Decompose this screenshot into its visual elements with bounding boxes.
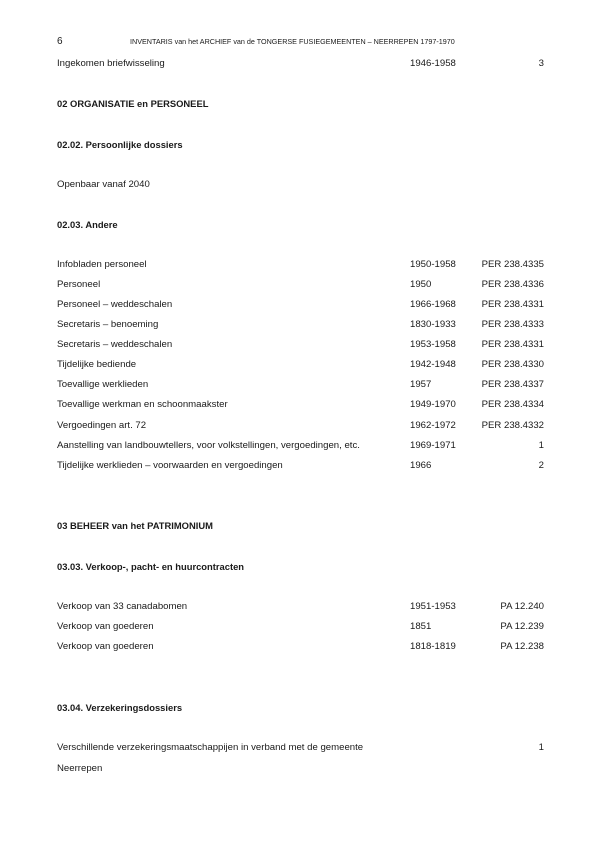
entry-reference: 1 xyxy=(538,440,544,451)
entry-period: 1851 xyxy=(410,621,432,632)
inventory-row xyxy=(57,338,544,352)
inventory-row xyxy=(57,741,544,755)
entry-description: Verkoop van goederen xyxy=(57,641,154,652)
entry-period: 1950 xyxy=(410,279,432,290)
entry-reference: PER 238.4333 xyxy=(481,319,544,330)
entry-description: Verkoop van 33 canadabomen xyxy=(57,601,188,612)
inventory-row xyxy=(57,419,544,433)
entry-period: 1953-1958 xyxy=(410,339,456,350)
entry-period: 1946-1958 xyxy=(410,58,456,69)
entry-period: 1950-1958 xyxy=(410,259,456,270)
inventory-row xyxy=(57,298,544,312)
entry-period: 1969-1971 xyxy=(410,440,456,451)
subsection-heading-0304: 03.04. Verzekeringsdossiers xyxy=(57,702,183,713)
inventory-row xyxy=(57,439,544,453)
entry-description-continuation: Neerrepen xyxy=(57,763,103,774)
section-heading-02: 02 ORGANISATIE en PERSONEEL xyxy=(57,98,209,109)
section-heading-03: 03 BEHEER van het PATRIMONIUM xyxy=(57,520,213,531)
inventory-row xyxy=(57,318,544,332)
inventory-row xyxy=(57,258,544,272)
entry-period: 1957 xyxy=(410,379,432,390)
entry-period: 1830-1933 xyxy=(410,319,456,330)
inventory-row xyxy=(57,378,544,392)
entry-reference: PER 238.4331 xyxy=(481,339,544,350)
inventory-row xyxy=(57,600,544,614)
entry-reference: PER 238.4336 xyxy=(481,279,544,290)
page-number: 6 xyxy=(57,36,63,47)
entry-description: Verkoop van goederen xyxy=(57,621,154,632)
inventory-row xyxy=(57,278,544,292)
entry-description: Secretaris – benoeming xyxy=(57,319,159,330)
entry-description: Vergoedingen art. 72 xyxy=(57,420,147,431)
entry-description: Toevallige werklieden xyxy=(57,379,149,390)
entry-reference: PER 238.4337 xyxy=(481,379,544,390)
entry-description: Aanstelling van landbouwtellers, voor volkstellingen, vergoedingen, etc. xyxy=(57,440,360,451)
running-header: INVENTARIS van het ARCHIEF van de TONGERSE FUSIEGEMEENTEN – NEERREPEN 1797-1970 xyxy=(130,37,455,46)
inventory-row xyxy=(57,358,544,372)
entry-description: Verschillende verzekeringsmaatschappijen in verband met de gemeente xyxy=(57,742,364,753)
entry-description: Tijdelijke werklieden – voorwaarden en vergoedingen xyxy=(57,460,283,471)
entry-reference: PA 12.238 xyxy=(500,641,544,652)
entry-reference: PER 238.4335 xyxy=(481,259,544,270)
entry-period: 1962-1972 xyxy=(410,420,456,431)
entry-reference: PER 238.4334 xyxy=(481,399,544,410)
access-note: Openbaar vanaf 2040 xyxy=(57,179,150,190)
entry-period: 1942-1948 xyxy=(410,359,456,370)
entry-reference: 2 xyxy=(538,460,544,471)
entry-period: 1966-1968 xyxy=(410,299,456,310)
subsection-heading-0202: 02.02. Persoonlijke dossiers xyxy=(57,139,183,150)
entry-period: 1966 xyxy=(410,460,432,471)
entry-period: 1951-1953 xyxy=(410,601,456,612)
inventory-row xyxy=(57,620,544,634)
entry-description: Ingekomen briefwisseling xyxy=(57,58,165,69)
inventory-row xyxy=(57,640,544,654)
entry-period: 1949-1970 xyxy=(410,399,456,410)
entry-reference: 3 xyxy=(538,58,544,69)
entry-reference: 1 xyxy=(538,742,544,753)
entry-reference: PER 238.4331 xyxy=(481,299,544,310)
entry-description: Personeel xyxy=(57,279,101,290)
subsection-heading-0303: 03.03. Verkoop-, pacht- en huurcontracten xyxy=(57,561,245,572)
entry-reference: PER 238.4330 xyxy=(481,359,544,370)
entry-description: Secretaris – weddeschalen xyxy=(57,339,173,350)
entry-description: Tijdelijke bediende xyxy=(57,359,137,370)
entry-reference: PER 238.4332 xyxy=(481,420,544,431)
inventory-row xyxy=(57,459,544,473)
entry-description: Toevallige werkman en schoonmaakster xyxy=(57,399,228,410)
entry-description: Personeel – weddeschalen xyxy=(57,299,173,310)
entry-description: Infobladen personeel xyxy=(57,259,147,270)
entry-reference: PA 12.240 xyxy=(500,601,544,612)
entry-reference: PA 12.239 xyxy=(500,621,544,632)
inventory-row xyxy=(57,398,544,412)
entry-period: 1818-1819 xyxy=(410,641,456,652)
inventory-row xyxy=(57,57,544,71)
subsection-heading-0203: 02.03. Andere xyxy=(57,219,118,230)
